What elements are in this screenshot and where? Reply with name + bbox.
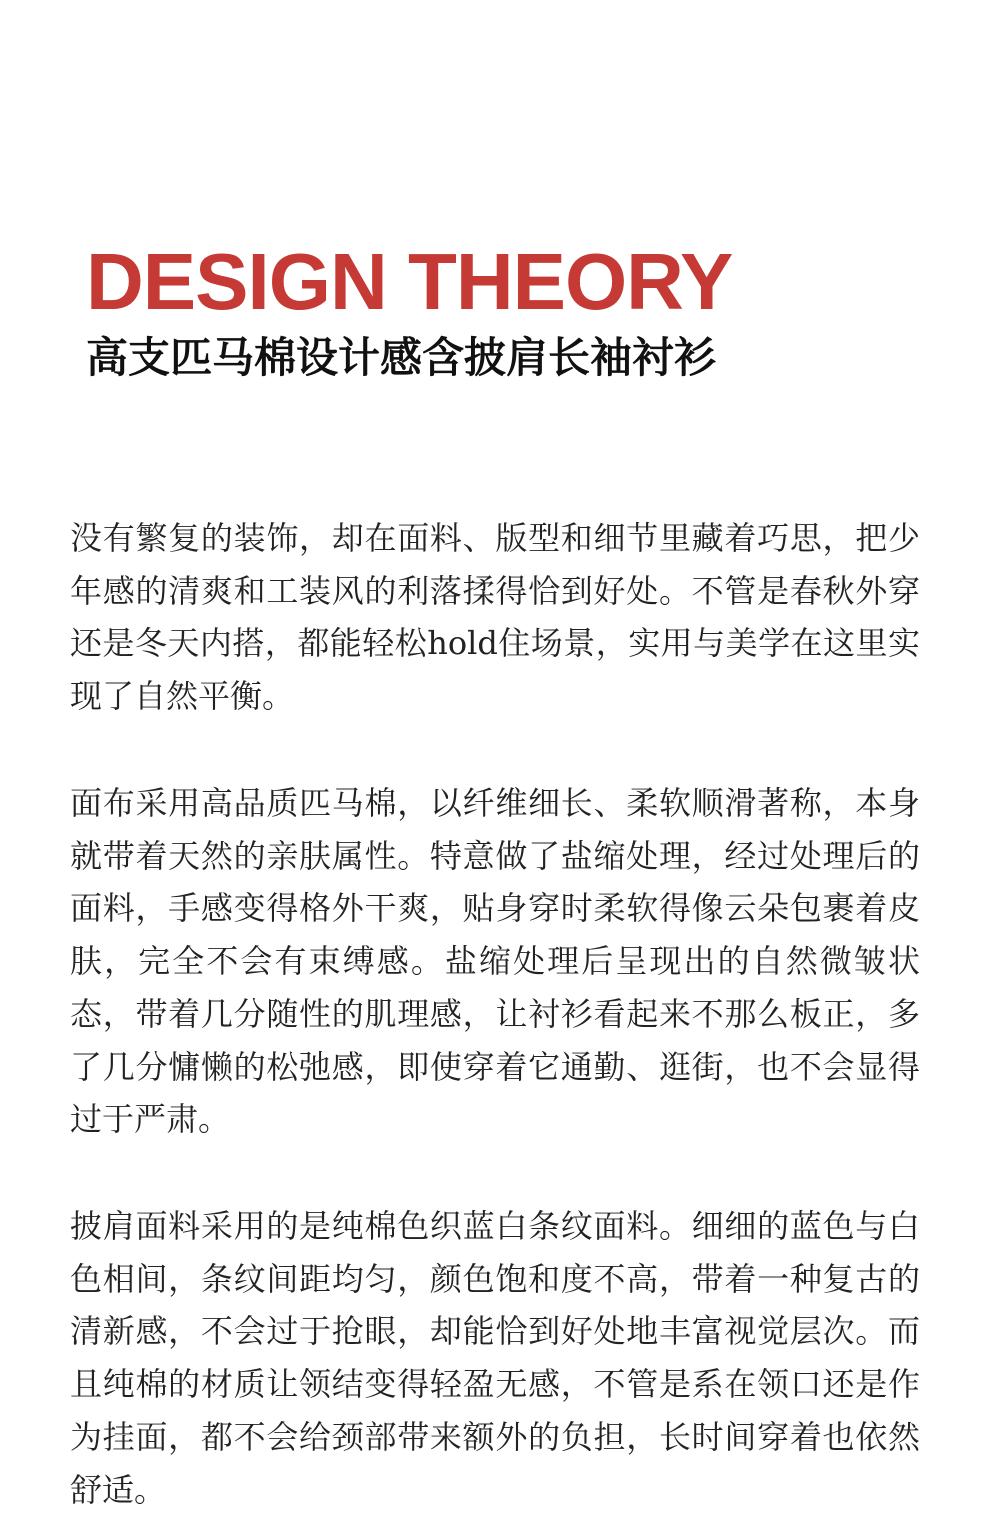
shawl-paragraph: 披肩面料采用的是纯棉色织蓝白条纹面料。细细的蓝色与白色相间，条纹间距均匀，颜色饱和度不高，带着一种复古的清新感，不会过于抢眼，却能恰到好处地丰富视觉层次。而且纯棉的材质让领结变得轻盈无感，不管是系在领口还是作为挂面，都不会给颈部带来额外的负担，长时间穿着也依然舒适。 [70, 1207, 920, 1509]
intro-paragraph: 没有繁复的装饰，却在面料、版型和细节里藏着巧思，把少年感的清爽和工装风的利落揉得恰到好处。不管是春秋外穿还是冬天内搭，都能轻松hold住场景，实用与美学在这里实现了自然平衡。 [70, 519, 920, 716]
product-name-subtitle: 高支匹马棉设计感含披肩长袖衬衫 [86, 333, 717, 382]
design-theory-title: DESIGN THEORY [86, 237, 733, 326]
fabric-paragraph: 面布采用高品质匹马棉，以纤维细长、柔软顺滑著称，本身就带着天然的亲肤属性。特意做了盐缩处理，经过处理后的面料，手感变得格外干爽，贴身穿时柔软得像云朵包裹着皮肤，完全不会有束缚感。盐缩处理后呈现出的自然微皱状态，带着几分随性的肌理感，让衬衫看起来不那么板正，多了几分慵懒的松弛感，即使穿着它通勤、逛街，也不会显得过于严肃。 [70, 784, 920, 1139]
